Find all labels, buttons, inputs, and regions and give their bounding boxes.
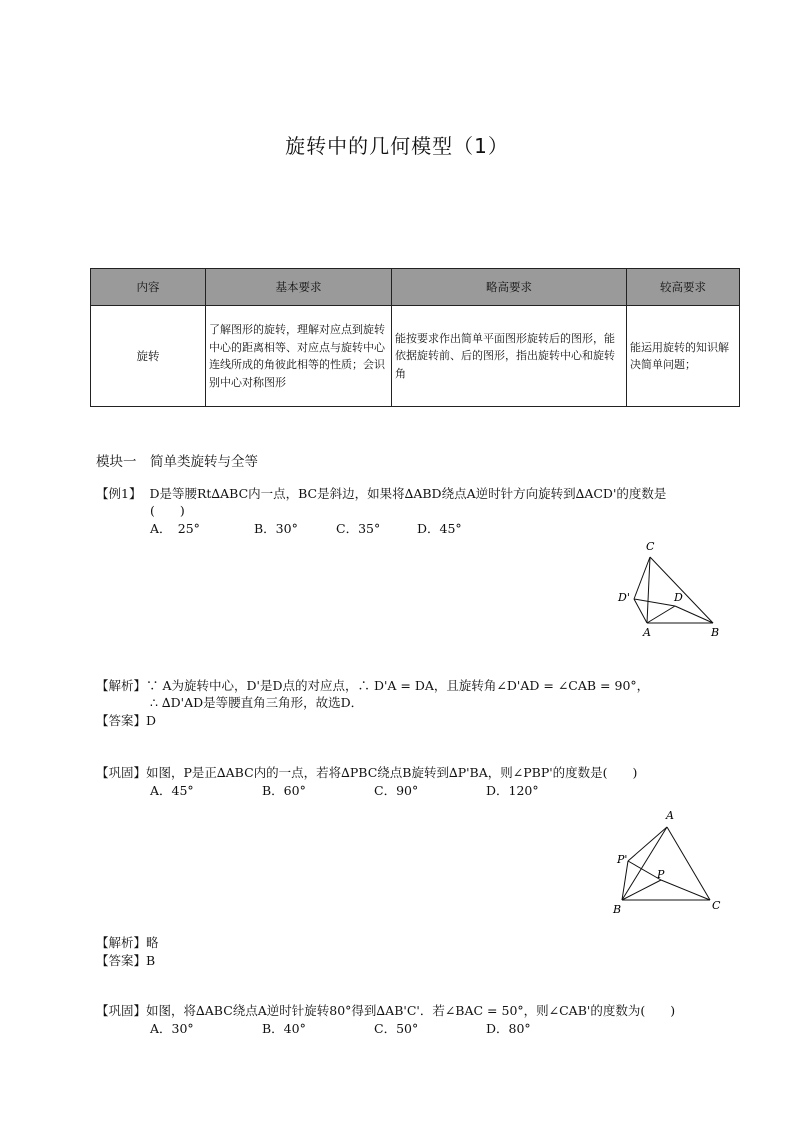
option-c: C．90°: [374, 783, 419, 798]
consolidate1-question: [96, 763, 637, 781]
consolidate1-options: [150, 781, 598, 799]
analysis-text: 略: [146, 935, 159, 950]
cell-content: 旋转: [91, 306, 206, 407]
analysis-text: ∵ A为旋转中心，D'是D点的对应点，∴ D'A = DA，且旋转角∠D'AD = ∠CAB = 90°，: [146, 678, 650, 693]
segment-cb: [650, 557, 713, 623]
label-p-prime: P': [617, 853, 628, 866]
consolidate2-options: [150, 1019, 598, 1037]
option-c: C．50°: [374, 1021, 419, 1036]
segment-a-p-prime: [628, 827, 667, 861]
label-d-prime: D': [618, 591, 630, 604]
option-d: D．120°: [486, 783, 539, 798]
option-d: D．80°: [486, 1021, 531, 1036]
segment-p-prime-b: [622, 861, 628, 900]
option-d: D．45°: [417, 521, 462, 536]
module-title: 模块一 简单类旋转与全等: [96, 454, 258, 470]
option-b: B．40°: [262, 1021, 306, 1036]
answer-value: B: [146, 953, 156, 968]
cell-higher: 能按要求作出简单平面图形旋转后的图形，能依据旋转前、后的图形，指出旋转中心和旋转角: [392, 306, 627, 407]
page-title: 旋转中的几何模型（1）: [285, 134, 509, 158]
label-b: B: [613, 903, 622, 916]
cell-highest: 能运用旋转的知识解决简单问题；: [627, 306, 740, 407]
analysis-label: 【解析】: [96, 935, 147, 950]
segment-d-prime-d: [634, 599, 675, 606]
segment-ab: [622, 827, 667, 900]
consolidate1-figure: [605, 805, 735, 920]
header-content: 内容: [91, 269, 206, 306]
consolidate1-label: 【巩固】: [96, 765, 147, 780]
consolidate2-question: [96, 1001, 675, 1019]
table-row: [91, 306, 740, 407]
example1-bracket: ( ): [150, 503, 185, 518]
option-b: B．60°: [262, 783, 306, 798]
segment-pc: [661, 880, 710, 900]
option-a: A．45°: [150, 783, 194, 798]
answer-label: 【答案】: [96, 953, 147, 968]
segment-d-prime-a: [634, 599, 647, 623]
option-a: A．30°: [150, 1021, 194, 1036]
example1-analysis-line2: ∴ ∆D'AD是等腰直角三角形，故选D．: [150, 695, 364, 710]
consolidate2-text: 如图，将∆ABC绕点A逆时针旋转80°得到∆AB'C'．若∠BAC = 50°，则∠CAB'的度数为( ): [146, 1003, 676, 1018]
label-c: C: [646, 540, 655, 553]
option-a: A． 25°: [150, 521, 200, 536]
consolidate1-analysis: [96, 933, 159, 951]
table-header-row: [91, 269, 740, 306]
consolidate1-text: 如图，P是正∆ABC内的一点，若将∆PBC绕点B旋转到∆P'BA，则∠PBP'的度数是( ): [146, 765, 638, 780]
answer-label: 【答案】: [96, 713, 147, 728]
example1-text: D是等腰Rt∆ABC内一点，BC是斜边，如果将∆ABD绕点A逆时针方向旋转到∆ACD'的度数是: [149, 486, 667, 501]
header-higher: 略高要求: [392, 269, 627, 306]
label-a: A: [666, 809, 674, 822]
segment-ac: [667, 827, 710, 900]
segment-cd-prime: [634, 557, 650, 599]
example1-answer: [96, 711, 156, 729]
header-basic: 基本要求: [206, 269, 392, 306]
consolidate2-label: 【巩固】: [96, 1003, 147, 1018]
segment-ca: [647, 557, 650, 623]
label-c: C: [712, 899, 721, 912]
analysis-label: 【解析】: [96, 678, 147, 693]
option-c: C．35°: [336, 521, 381, 536]
label-p: P: [657, 868, 665, 881]
label-d: D: [674, 591, 683, 604]
label-a: A: [643, 626, 651, 639]
example1-question: [96, 484, 666, 502]
segment-db: [675, 606, 713, 623]
example1-label: 【例1】: [96, 486, 142, 501]
segment-ad: [647, 606, 675, 623]
cell-basic: 了解图形的旋转，理解对应点到旋转中心的距离相等、对应点与旋转中心连线所成的角彼此相等的性质；会识别中心对称图形: [206, 306, 392, 407]
example1-figure: [610, 535, 735, 645]
header-highest: 较高要求: [627, 269, 740, 306]
answer-value: D: [146, 713, 157, 728]
requirements-table: [90, 268, 740, 407]
example1-analysis-line1: [96, 676, 649, 694]
example1-options: [150, 519, 529, 537]
label-b: B: [711, 626, 720, 639]
consolidate1-answer: [96, 951, 155, 969]
option-b: B．30°: [254, 521, 298, 536]
